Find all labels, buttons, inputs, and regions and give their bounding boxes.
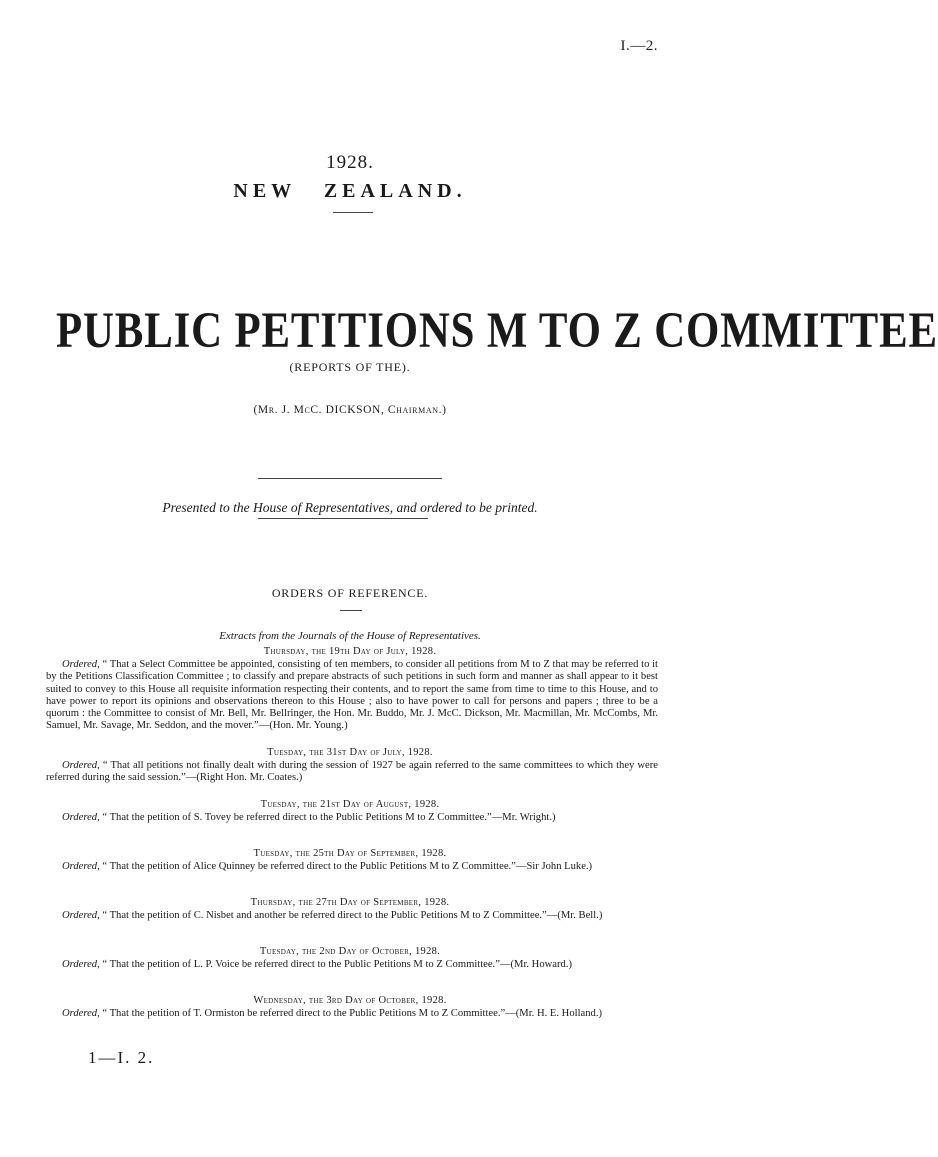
subtitle: (REPORTS OF THE). <box>289 360 411 374</box>
entry-text: Ordered, “ That a Select Committee be appointed, consisting of ten members, to consider all petitions from M to Z that may be referred to it by the Petitions Classification Committee ; to classify and prepare abstracts of such petitions in such form and manner as shall appear to it best suited to convey to this House all requisite information respecting their contents, and to report the same from time to time to this House, and to have power to report its opinions and observations thereon to this House ; also to have power to call for persons and papers ; three to be a quorum : the Committee to consist of Mr. Bell, Mr. Bellringer, the Hon. Mr. Buddo, Mr. J. McC. Dickson, Mr. Macmillan, Mr. McCombs, Mr. Samuel, Mr. Savage, Mr. Seddon, and the mover.”—(Hon. Mr. Young.) <box>46 659 658 732</box>
entry-text: Ordered, “ That all petitions not finally dealt with during the session of 1927 be again referred to the same committees to which they were referred during the said session.”—(Right Hon. Mr. Coates.) <box>46 760 658 784</box>
presented-line: Presented to the House of Representatives, and ordered to be printed. <box>162 500 538 515</box>
entry-text: Ordered, “ That the petition of T. Ormiston be referred direct to the Public Petitions M to Z Committee.”—(Mr. H. E. Holland.) <box>62 1008 602 1019</box>
entry-date: Thursday, the 19th Day of July, 1928. <box>263 646 437 657</box>
entry-text: Ordered, “ That the petition of Alice Quinney be referred direct to the Public Petitions M to Z Committee.”—Sir John Luke.) <box>62 861 593 872</box>
chairman-line: (Mr. J. McC. DICKSON, Chairman.) <box>253 404 447 416</box>
entry-date: Tuesday, the 2nd Day of October, 1928. <box>259 946 441 957</box>
divider-rule <box>258 518 428 519</box>
divider-rule <box>340 610 362 611</box>
divider-rule <box>333 212 373 213</box>
entry-text: Ordered, “ That the petition of C. Nisbet and another be referred direct to the Public Petitions M to Z Committee.”—(Mr. Bell.) <box>62 910 603 921</box>
entry-date: Tuesday, the 21st Day of August, 1928. <box>260 799 440 810</box>
signature-mark: 1—I. 2. <box>88 1048 155 1067</box>
page-title: PUBLIC PETITIONS M TO Z COMMITTEE <box>56 303 938 359</box>
document-year: 1928. <box>326 152 374 173</box>
country-heading: NEW ZEALAND. <box>233 180 467 202</box>
divider-rule <box>258 478 442 479</box>
orders-heading: ORDERS OF REFERENCE. <box>271 586 429 600</box>
entry-date: Thursday, the 27th Day of September, 1928. <box>250 897 450 908</box>
entry-date: Wednesday, the 3rd Day of October, 1928. <box>253 995 447 1006</box>
entry-text: Ordered, “ That the petition of L. P. Voice be referred direct to the Public Petitions M to Z Committee.”—(Mr. Howard.) <box>62 959 572 970</box>
extracts-heading: Extracts from the Journals of the House of Representatives. <box>219 630 481 642</box>
entry-text: Ordered, “ That the petition of S. Tovey be referred direct to the Public Petitions M to Z Committee.”—Mr. Wright.) <box>62 812 556 823</box>
entry-date: Tuesday, the 31st Day of July, 1928. <box>267 747 433 758</box>
page-reference: I.—2. <box>620 38 658 54</box>
entry-date: Tuesday, the 25th Day of September, 1928. <box>253 848 447 859</box>
